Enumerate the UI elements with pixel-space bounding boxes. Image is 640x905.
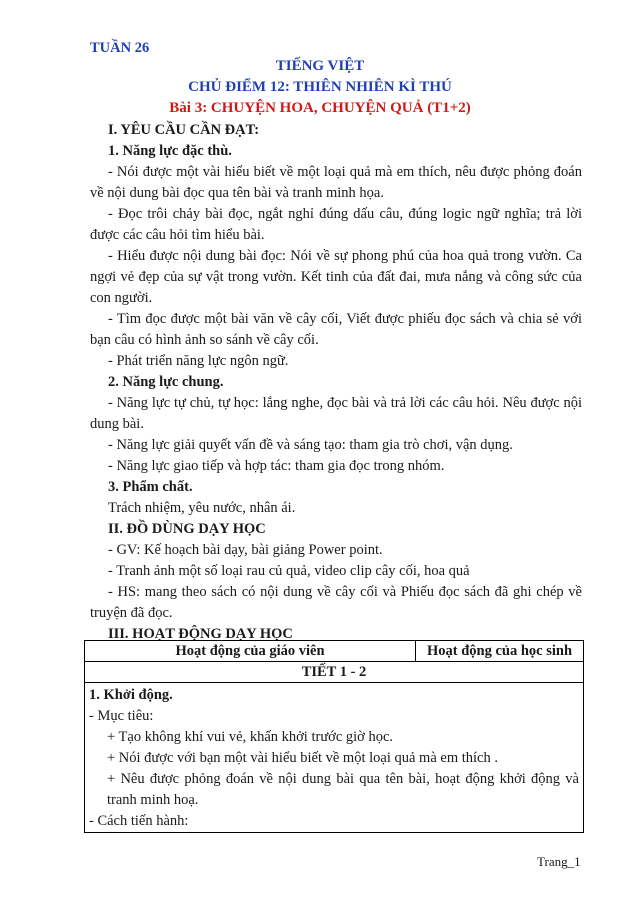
specific-competence-item: - Hiểu được nội dung bài đọc: Nói về sự phong phú của hoa quả trong vườn. Ca ngợi vẻ đẹp của sự vật trong vườn. Kết tinh của đất đai, mưa nắng và công sức của con người. xyxy=(90,248,582,306)
lesson-body xyxy=(90,120,582,645)
general-competence-item: - Năng lực giải quyết vấn đề và sáng tạo: tham gia trò chơi, vận dụng. xyxy=(108,437,513,453)
specific-competence-item: - Nói được một vài hiểu biết về một loại quả mà em thích, nêu được phỏng đoán về nội dung bài đọc qua tên bài và tranh minh họa. xyxy=(90,164,582,201)
general-competence-item: - Năng lực tự chủ, tự học: lắng nghe, đọc bài và trả lời các câu hỏi. Nêu được nội dung bài. xyxy=(90,395,582,432)
general-competence-item: - Năng lực giao tiếp và hợp tác: tham gia đọc trong nhóm. xyxy=(108,458,445,474)
subject-title: TIẾNG VIỆT xyxy=(275,58,365,74)
qualities-heading: 3. Phẩm chất. xyxy=(108,479,193,495)
page-number: Trang_1 xyxy=(537,854,581,869)
specific-competence-item: - Tìm đọc được một bài văn về cây cối, Viết được phiếu đọc sách và chia sẻ với bạn câu có hình ảnh so sánh về cây cối. xyxy=(90,311,582,348)
specific-competence-item: - Đọc trôi chảy bài đọc, ngắt nghỉ đúng dấu câu, đúng logic ngữ nghĩa; trả lời được các câu hỏi tìm hiểu bài. xyxy=(90,206,582,243)
week-label: TUẦN 26 xyxy=(90,40,150,56)
period-row xyxy=(85,662,584,683)
period-label: TIẾT 1 - 2 xyxy=(85,662,584,683)
section-activities-heading: III. HOẠT ĐỘNG DẠY HỌC xyxy=(108,626,293,642)
goal-item: + Nêu được phỏng đoán về nội dung bài qua tên bài, hoạt động khởi động và tranh minh hoạ. xyxy=(107,771,579,808)
materials-item: - Tranh ảnh một số loại rau củ quả, video clip cây cối, hoa quả xyxy=(108,563,470,579)
qualities-text: Trách nhiệm, yêu nước, nhân ái. xyxy=(108,500,296,516)
lesson-title: Bài 3: CHUYỆN HOA, CHUYỆN QUẢ (T1+2) xyxy=(169,100,471,116)
theme-title: CHỦ ĐIỂM 12: THIÊN NHIÊN KÌ THÚ xyxy=(188,79,452,95)
goal-item: + Nói được với bạn một vài hiểu biết về một loại quả mà em thích . xyxy=(107,750,498,766)
goal-label: - Mục tiêu: xyxy=(89,708,154,724)
materials-item: - GV: Kế hoạch bài dạy, bài giảng Power point. xyxy=(108,542,383,558)
student-column-header: Hoạt động của học sinh xyxy=(416,641,584,662)
section-materials-heading: II. ĐỒ DÙNG DẠY HỌC xyxy=(108,521,266,537)
table-row xyxy=(85,683,584,833)
specific-competence-heading: 1. Năng lực đặc thù. xyxy=(108,143,232,159)
procedure-label: - Cách tiến hành: xyxy=(89,813,189,829)
activities-table xyxy=(84,640,584,833)
warmup-heading: 1. Khởi động. xyxy=(89,687,173,703)
warmup-cell xyxy=(85,683,584,833)
goal-item: + Tạo không khí vui vẻ, khấn khởi trước giờ học. xyxy=(107,729,394,745)
materials-item: - HS: mang theo sách có nội dung về cây cối và Phiếu đọc sách đã ghi chép về truyện đã đọc. xyxy=(90,584,582,621)
specific-competence-item: - Phát triển năng lực ngôn ngữ. xyxy=(108,353,289,369)
teacher-column-header: Hoạt động của giáo viên xyxy=(85,641,416,662)
general-competence-heading: 2. Năng lực chung. xyxy=(108,374,224,390)
table-header-row xyxy=(85,641,584,662)
section-requirements-heading: I. YÊU CẦU CẦN ĐẠT: xyxy=(108,122,260,138)
